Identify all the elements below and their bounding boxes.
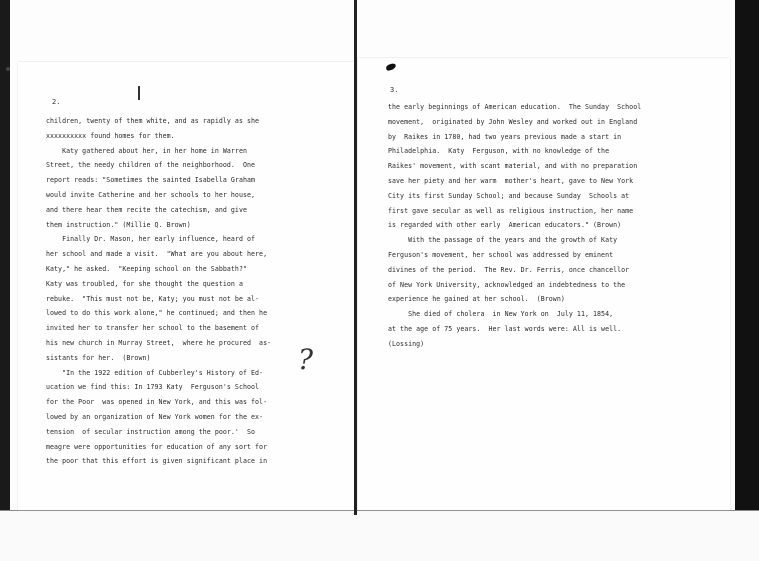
text-line: Street, the needy children of the neighborhood. One xyxy=(46,161,256,170)
scan-left-edge xyxy=(0,0,10,560)
text-line: for the Poor was opened in New York, and this was fol- xyxy=(46,398,268,407)
text-line: Katy," he asked. "Keeping school on the Sabbath?" xyxy=(46,264,247,273)
text-line: experience he gained at her school. (Brown) xyxy=(388,295,565,304)
text-line: Philadelphia. Katy Ferguson, with no knowledge of the xyxy=(388,147,610,156)
text-line: With the passage of the years and the growth of Katy xyxy=(388,236,618,245)
page-number: 3. xyxy=(390,86,399,94)
ink-smudge xyxy=(6,67,10,71)
text-line: xxxxxxxxxx found homes for them. xyxy=(46,131,175,140)
text-line: rebuke. "This must not be, Katy; you must not be al- xyxy=(46,294,260,303)
text-line: the early beginnings of American education. The Sunday School xyxy=(388,103,642,111)
text-line: Raikes' movement, with scant material, and with no preparation xyxy=(388,162,638,171)
text-line: is regarded with other early American educators." (Brown) xyxy=(388,221,622,230)
text-line: lowed by an organization of New York women for the ex- xyxy=(46,412,264,421)
right-page xyxy=(358,58,730,510)
text-line: of New York University, acknowledged an indebtedness to the xyxy=(388,280,626,289)
text-line: City its first Sunday School; and because Sunday Schools at xyxy=(388,191,630,200)
text-line: and there hear them recite the catechism, and give xyxy=(46,205,247,214)
text-line: She died of cholera in New York on July 11, 1854, xyxy=(388,310,614,319)
scan-right-edge xyxy=(735,0,759,560)
text-line: invited her to transfer her school to the basement of xyxy=(46,324,260,333)
text-line: tension of secular instruction among the poor.' So xyxy=(46,427,256,436)
text-line: his new church in Murray Street, where he procured as- xyxy=(46,338,272,347)
ink-mark xyxy=(138,86,140,100)
text-line: sistants for her. (Brown) xyxy=(46,353,151,362)
text-line: "In the 1922 edition of Cubberley's History of Ed- xyxy=(46,368,264,377)
page-spine xyxy=(354,0,357,515)
left-page-text xyxy=(46,114,271,469)
text-line: meagre were opportunities for education of any sort for xyxy=(46,442,268,451)
text-line: by Raikes in 1780, had two years previous made a start in xyxy=(388,132,622,141)
text-line: would invite Catherine and her schools to her house, xyxy=(46,190,256,199)
text-line: ucation we find this: In 1793 Katy Ferguson's School xyxy=(46,383,260,392)
left-page xyxy=(18,62,354,510)
text-line: movement, originated by John Wesley and worked out in England xyxy=(388,117,638,126)
text-line: Ferguson's movement, her school was addressed by eminent xyxy=(388,250,614,259)
text-line: divines of the period. The Rev. Dr. Ferris, once chancellor xyxy=(388,265,630,274)
right-page-text xyxy=(388,100,641,352)
text-line: them instruction." (Millie Q. Brown) xyxy=(46,220,191,229)
margin-question-mark: ? xyxy=(298,343,314,376)
page-number: 2. xyxy=(52,98,61,106)
text-line: Katy was troubled, for she thought the question a xyxy=(46,279,243,288)
text-line: (Lossing) xyxy=(388,339,425,348)
text-line: save her piety and her warm mother's heart, gave to New York xyxy=(388,176,634,185)
text-line: lowed to do this work alone," he continued; and then he xyxy=(46,309,268,318)
text-line: the poor that this effort is given significant place in xyxy=(46,457,268,466)
text-line: children, twenty of them white, and as rapidly as she xyxy=(46,117,260,125)
scan-bottom-band xyxy=(0,510,759,561)
text-line: first gave secular as well as religious instruction, her name xyxy=(388,206,634,215)
text-line: at the age of 75 years. Her last words were: All is well. xyxy=(388,324,622,333)
text-line: her school and made a visit. "What are you about here, xyxy=(46,250,268,259)
text-line: Finally Dr. Mason, her early influence, heard of xyxy=(46,235,256,244)
text-line: report reads: "Sometimes the sainted Isabella Graham xyxy=(46,176,256,185)
text-line: Katy gathered about her, in her home in Warren xyxy=(46,146,247,155)
